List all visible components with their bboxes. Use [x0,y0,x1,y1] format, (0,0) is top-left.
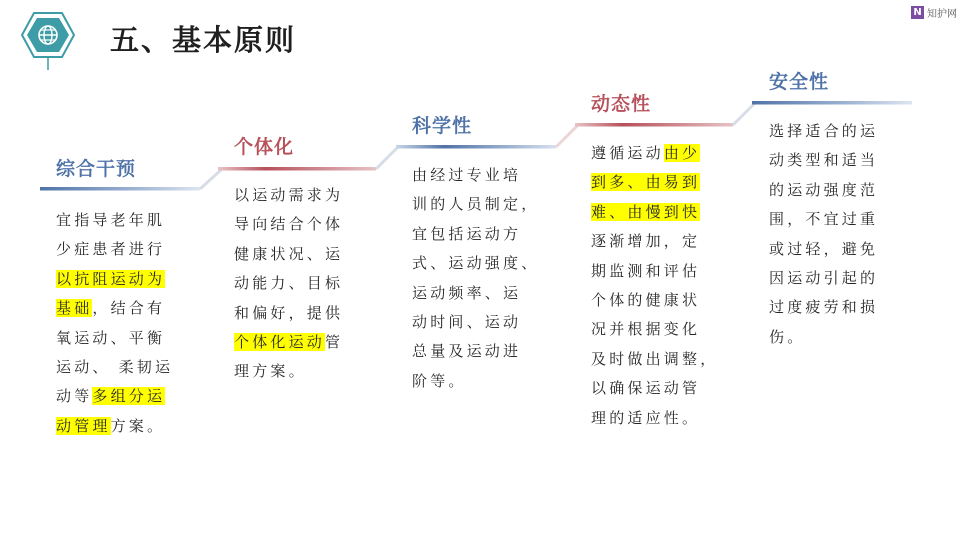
text-segment: 况并根据变化 [591,320,701,339]
text-line [769,117,878,146]
text-segment: 导向结合个体 [234,215,344,234]
text-line [412,190,539,219]
text-segment: 训的人员制定， [412,195,540,214]
text-segment: 的运动强度范 [769,180,879,199]
step-heading-2: 个体化 [234,136,295,158]
text-line [412,308,539,337]
text-line [412,249,539,278]
highlighted-text: 个体化运动 [234,333,326,352]
step-line-1 [40,187,200,191]
text-segment: 期监测和评估 [591,261,701,280]
text-line [56,206,173,235]
text-line [591,139,718,168]
step-body-4 [591,139,718,433]
text-segment: 围，不宜过重 [769,210,879,229]
text-line [591,345,718,374]
brand-name: 知护网 [927,9,957,20]
step-line-4 [575,123,733,127]
text-line [591,227,718,256]
text-segment: 管 [325,333,344,352]
text-line [56,235,173,264]
text-line [591,286,718,315]
step-connector-4 [733,103,755,125]
text-segment: 选择适合的运 [769,122,879,140]
text-segment: ，结合有 [92,299,166,318]
text-segment: 少症患者进行 [56,240,166,259]
text-line [412,337,539,366]
text-segment: 理方案。 [234,362,307,381]
step-connector-3 [556,125,578,147]
text-segment: 方案。 [110,416,166,435]
highlighted-text: 由少 [663,144,701,162]
brand-mark: N [911,6,924,19]
text-line [234,240,343,269]
text-line [56,412,173,441]
step-heading-3: 科学性 [412,115,473,137]
text-line [56,294,173,323]
text-line [591,198,718,227]
step-connector-2 [376,147,398,169]
text-line [591,374,718,403]
text-segment: 动时间、运动 [412,313,522,332]
highlighted-text: 到多、由易到 [591,173,701,192]
text-line [234,210,343,239]
step-heading-5: 安全性 [769,71,830,93]
text-segment: 个体的健康状 [591,291,701,310]
text-line [769,264,878,293]
text-line [234,299,343,328]
text-segment: 宜指导老年肌 [56,211,166,229]
text-line [591,168,718,197]
highlighted-text: 多组分运 [92,387,166,406]
step-heading-4: 动态性 [591,93,652,115]
text-line [591,257,718,286]
text-segment: 动能力、目标 [234,274,344,293]
text-segment: 过度疲劳和损 [769,298,879,317]
step-line-5 [752,101,912,105]
text-segment: 运动、 柔韧运 [56,358,174,377]
text-line [591,404,718,433]
text-segment: 运动频率、运 [412,283,522,302]
text-line [56,265,173,294]
text-segment: 式、运动强度、 [412,254,540,273]
step-heading-1: 综合干预 [56,158,137,180]
text-segment: 以运动需求为 [234,186,344,204]
text-line [769,323,878,352]
text-line [234,181,343,210]
text-line [234,328,343,357]
text-line [234,269,343,298]
text-line [412,279,539,308]
text-segment: 伤。 [769,327,806,346]
text-line [412,161,539,190]
text-line [769,235,878,264]
text-segment: 以确保运动管 [591,379,701,398]
step-body-5 [769,117,878,352]
text-segment: 动类型和适当 [769,151,879,170]
text-segment: 宜包括运动方 [412,224,522,243]
text-segment: 及时做出调整， [591,349,719,368]
text-segment: 阶等。 [412,371,467,390]
highlighted-text: 以抗阻运动为 [56,269,166,288]
step-body-3 [412,161,539,396]
text-line [412,367,539,396]
step-line-2 [218,167,376,171]
text-segment: 健康状况、运 [234,244,344,263]
text-segment: 和偏好，提供 [234,303,344,322]
text-segment: 或过轻，避免 [769,239,879,258]
page-title: 五、基本原则 [110,23,297,57]
text-segment: 氧运动、平衡 [56,328,166,347]
text-line [769,176,878,205]
text-line [769,293,878,322]
text-line [769,205,878,234]
text-line [412,220,539,249]
text-segment: 逐渐增加，定 [591,232,701,251]
step-line-3 [396,145,556,149]
highlighted-text: 难、由慢到快 [591,202,701,221]
text-line [56,324,173,353]
step-body-2 [234,181,343,387]
text-segment: 理的适应性。 [591,408,701,427]
text-line [591,315,718,344]
text-line [769,146,878,175]
text-segment: 动等 [56,387,93,406]
highlighted-text: 基础 [56,299,93,318]
text-segment: 总量及运动进 [412,342,522,361]
step-body-1 [56,206,173,441]
highlighted-text: 动管理 [56,416,111,435]
text-line [234,357,343,386]
text-segment: 因运动引起的 [769,269,879,288]
text-line [56,353,173,382]
text-segment: 遵循运动 [591,144,664,162]
text-line [56,382,173,411]
text-segment: 由经过专业培 [412,166,522,184]
step-connector-1 [200,169,222,189]
